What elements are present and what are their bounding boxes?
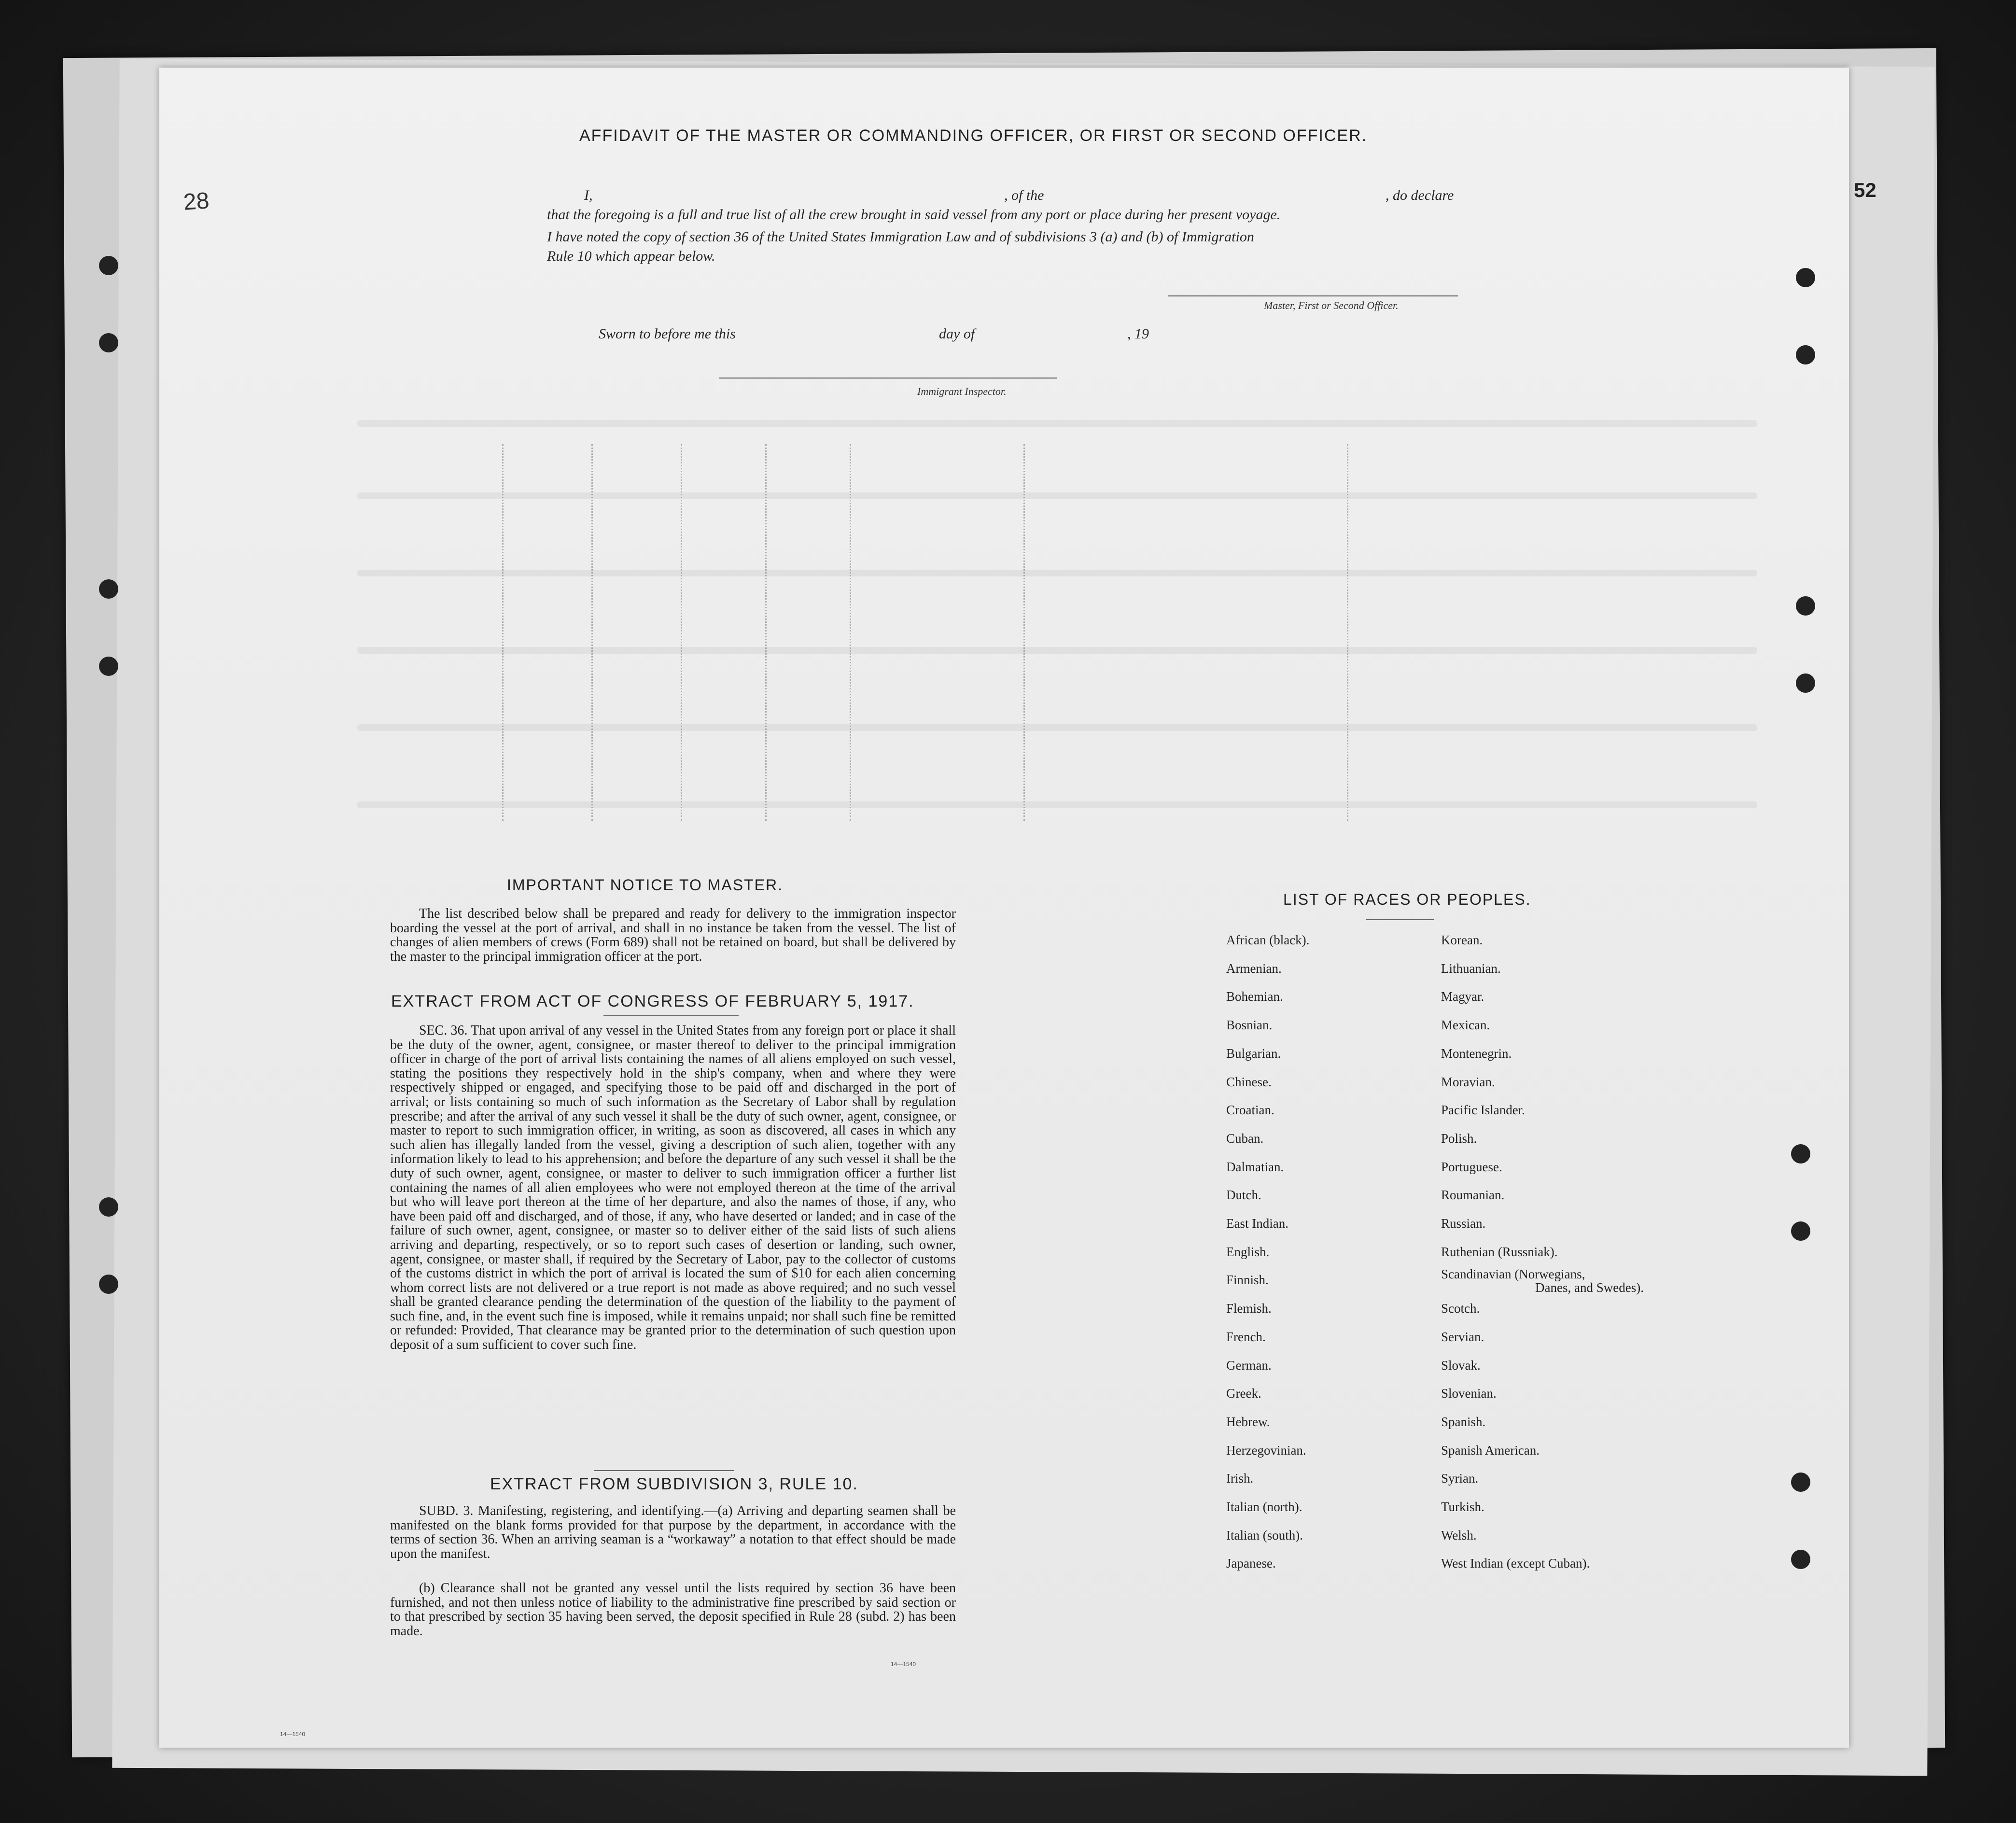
race-item: Mexican. xyxy=(1441,1018,1490,1033)
race-item: Spanish. xyxy=(1441,1414,1486,1429)
bleed-through-text xyxy=(357,492,1757,499)
race-item: Welsh. xyxy=(1441,1528,1477,1543)
affidavit-title: AFFIDAVIT OF THE MASTER OR COMMANDING OFFICER, OR FIRST OR SECOND OFFICER. xyxy=(579,126,1368,145)
race-item: Slovenian. xyxy=(1441,1386,1497,1401)
notice-text xyxy=(390,907,956,964)
subd-extract-body-a: SUBD. 3. Manifesting, registering, and identifying.—(a) Arriving and departing seamen shall be manifested on the blank forms provided for that purpose by the department, in accordance with the terms of section 36. When an arriving seaman is a “workaway” a notation to that effect should be made upon the manifest. xyxy=(390,1503,956,1561)
race-item: Chinese. xyxy=(1226,1074,1272,1089)
race-item: Irish. xyxy=(1226,1471,1254,1486)
binder-hole xyxy=(99,1275,118,1294)
race-item: Dalmatian. xyxy=(1226,1159,1284,1174)
race-item: Russian. xyxy=(1441,1216,1486,1231)
race-item: Japanese. xyxy=(1226,1556,1276,1571)
subd-extract-title: EXTRACT FROM SUBDIVISION 3, RULE 10. xyxy=(490,1475,858,1493)
race-item: Servian. xyxy=(1441,1329,1484,1344)
race-item: German. xyxy=(1226,1358,1272,1373)
subd-extract-body-b: (b) Clearance shall not be granted any vessel until the lists required by section 36 have been furnished, and not then unless notice of liability to the administrative fine prescribed by said section or to that prescribed by section 35 having been served, the deposit specified in Rule 28 (subd. 2) has been made. xyxy=(390,1581,956,1639)
race-item: Bosnian. xyxy=(1226,1018,1273,1033)
race-item: Slovak. xyxy=(1441,1358,1481,1373)
title-underline xyxy=(1366,919,1434,920)
affidavit-of-the: , of the xyxy=(1004,187,1044,203)
race-item: English. xyxy=(1226,1244,1270,1259)
race-item: Flemish. xyxy=(1226,1301,1272,1316)
race-item: Hebrew. xyxy=(1226,1414,1270,1429)
notice-body: The list described below shall be prepared and ready for delivery to the immigration inspector boarding the vessel at the port of arrival, and shall in no instance be taken from the vessel. The list of changes of alien members of crews (Form 689) shall not be retained on board, but shall be delivered by the master to the principal immigration officer at the port. xyxy=(390,906,956,964)
race-item: Pacific Islander. xyxy=(1441,1103,1525,1118)
race-item: Korean. xyxy=(1441,933,1483,947)
binder-hole xyxy=(99,579,118,599)
act-extract-text xyxy=(390,1024,956,1352)
subd-extract-text-a xyxy=(390,1504,956,1561)
binder-hole xyxy=(1791,1221,1810,1241)
bleed-through-column xyxy=(502,444,504,821)
act-extract-title: EXTRACT FROM ACT OF CONGRESS OF FEBRUARY 5, 1917. xyxy=(391,992,914,1010)
binder-hole xyxy=(1791,1550,1810,1569)
bleed-through-text xyxy=(357,570,1757,576)
binder-hole xyxy=(1791,1144,1810,1164)
race-item: Spanish American. xyxy=(1441,1443,1540,1458)
race-item: Italian (south). xyxy=(1226,1528,1303,1543)
master-signature-label: Master, First or Second Officer. xyxy=(1264,299,1399,311)
race-continuation: Danes, and Swedes). xyxy=(1535,1280,1644,1295)
bleed-through-column xyxy=(681,444,682,821)
race-item: African (black). xyxy=(1226,933,1310,947)
affidavit-declare: , do declare xyxy=(1386,187,1454,203)
section-divider xyxy=(594,1470,734,1471)
binder-hole xyxy=(99,333,118,352)
handwritten-mark: 28 xyxy=(182,188,210,215)
bleed-through-column xyxy=(765,444,767,821)
bleed-through-column xyxy=(1023,444,1025,821)
binder-hole xyxy=(99,1197,118,1217)
race-item: Finnish. xyxy=(1226,1273,1269,1288)
race-item: Scotch. xyxy=(1441,1301,1480,1316)
race-item: Croatian. xyxy=(1226,1103,1274,1118)
act-extract-body: SEC. 36. That upon arrival of any vessel in the United States from any foreign port or place it shall be the duty of the owner, agent, consignee, or master thereof to deliver to the principal immigration officer in charge of the port of arrival lists containing the names of all aliens employed on such vessel, stating the positions they respectively hold in the ship's company, when and where they were respectively shipped or engaged, and specifying those to be paid off and discharged in the port of arrival; or lists containing so much of such information as the Secretary of Labor shall by regulation prescribe; and after the arrival of any such vessel it shall be the duty of such owner, agent, consignee, or master to report to such immigration officer, in writing, as soon as discovered, all cases in which any such alien has illegally landed from the vessel, giving a description of such alien, together with any information likely to lead to his apprehension; and before the departure of any such vessel it shall be the duty of such owner, agent, consignee, or master to deliver to such immigration officer a further list containing the names of all alien employees who were not employed thereon at the time of the arrival but who will leave port thereon at the time of her departure, and also the names of those, if any, who have been paid off and discharged, and of those, if any, who have deserted or landed; and in case of the failure of such owner, agent, consignee, or master so to deliver either of the said lists of such aliens arriving and departing, respectively, or so to report such cases of desertion or landing, such owner, agent, consignee, or master shall, if required by the Secretary of Labor, pay to the collector of customs of the customs district in which the port of arrival is located the sum of $10 for each alien concerning whom correct lists are not delivered or a true report is not made as above required; and no such vessel shall be granted clearance pending the determination of the question of the liability to the payment of such fine, and, in the event such fine is imposed, while it remains unpaid; nor shall such fine be remitted or refunded: Provided, That clearance may be granted prior to the determination of such question upon deposit of a sum sufficient to cover such fine. xyxy=(390,1023,956,1353)
race-item: West Indian (except Cuban). xyxy=(1441,1556,1590,1571)
page-number: 52 xyxy=(1854,179,1876,201)
binder-hole xyxy=(1796,268,1815,287)
race-item: Lithuanian. xyxy=(1441,961,1501,976)
bleed-through-text xyxy=(357,647,1757,654)
race-item: Magyar. xyxy=(1441,989,1484,1004)
year-text: , 19 xyxy=(1127,326,1149,342)
race-item: Bohemian. xyxy=(1226,989,1283,1004)
bleed-through-column xyxy=(1347,444,1348,821)
binder-hole xyxy=(1796,673,1815,693)
race-item: Roumanian. xyxy=(1441,1188,1505,1203)
binder-hole xyxy=(99,256,118,275)
affidavit-i: I, xyxy=(584,187,593,203)
race-item: Bulgarian. xyxy=(1226,1046,1281,1061)
race-item: Armenian. xyxy=(1226,961,1282,976)
form-code-lower: 14—1540 xyxy=(280,1731,306,1738)
master-signature-line xyxy=(1168,295,1458,296)
binder-hole xyxy=(1796,596,1815,616)
binder-hole xyxy=(1796,345,1815,365)
bleed-through-text xyxy=(357,420,1757,427)
race-item: French. xyxy=(1226,1329,1266,1344)
sworn-text: Sworn to before me this xyxy=(599,326,736,342)
race-item: Dutch. xyxy=(1226,1188,1261,1203)
race-item: East Indian. xyxy=(1226,1216,1288,1231)
race-item: Turkish. xyxy=(1441,1500,1484,1514)
inspector-signature-line xyxy=(719,378,1057,379)
race-item: Moravian. xyxy=(1441,1074,1495,1089)
bleed-through-column xyxy=(591,444,593,821)
bleed-through-text xyxy=(357,724,1757,731)
binder-hole xyxy=(99,657,118,676)
inspector-label: Immigrant Inspector. xyxy=(917,385,1007,397)
affidavit-statement: that the foregoing is a full and true list of all the crew brought in said vessel from any port or place during her present voyage. xyxy=(547,207,1281,223)
race-item: Cuban. xyxy=(1226,1131,1264,1146)
subd-extract-text-b xyxy=(390,1581,956,1638)
race-item: Greek. xyxy=(1226,1386,1261,1401)
race-item: Portuguese. xyxy=(1441,1159,1502,1174)
race-item: Scandinavian (Norwegians, xyxy=(1441,1267,1585,1282)
race-item: Italian (north). xyxy=(1226,1500,1302,1514)
bleed-through-text xyxy=(357,801,1757,808)
race-item: Herzegovinian. xyxy=(1226,1443,1306,1458)
races-title: LIST OF RACES OR PEOPLES. xyxy=(1283,891,1531,908)
bleed-through-column xyxy=(850,444,851,821)
race-item: Montenegrin. xyxy=(1441,1046,1512,1061)
notice-title: IMPORTANT NOTICE TO MASTER. xyxy=(507,876,783,894)
race-item: Polish. xyxy=(1441,1131,1477,1146)
affidavit-rule: Rule 10 which appear below. xyxy=(547,248,715,264)
day-of-text: day of xyxy=(939,326,975,342)
race-item: Syrian. xyxy=(1441,1471,1479,1486)
title-underline xyxy=(603,1015,739,1016)
affidavit-notice: I have noted the copy of section 36 of the United States Immigration Law and of subdivisions 3 (a) and (b) of Immigration xyxy=(547,229,1254,245)
race-item: Ruthenian (Russniak). xyxy=(1441,1244,1558,1259)
form-code: 14—1540 xyxy=(891,1661,916,1668)
binder-hole xyxy=(1791,1472,1810,1492)
